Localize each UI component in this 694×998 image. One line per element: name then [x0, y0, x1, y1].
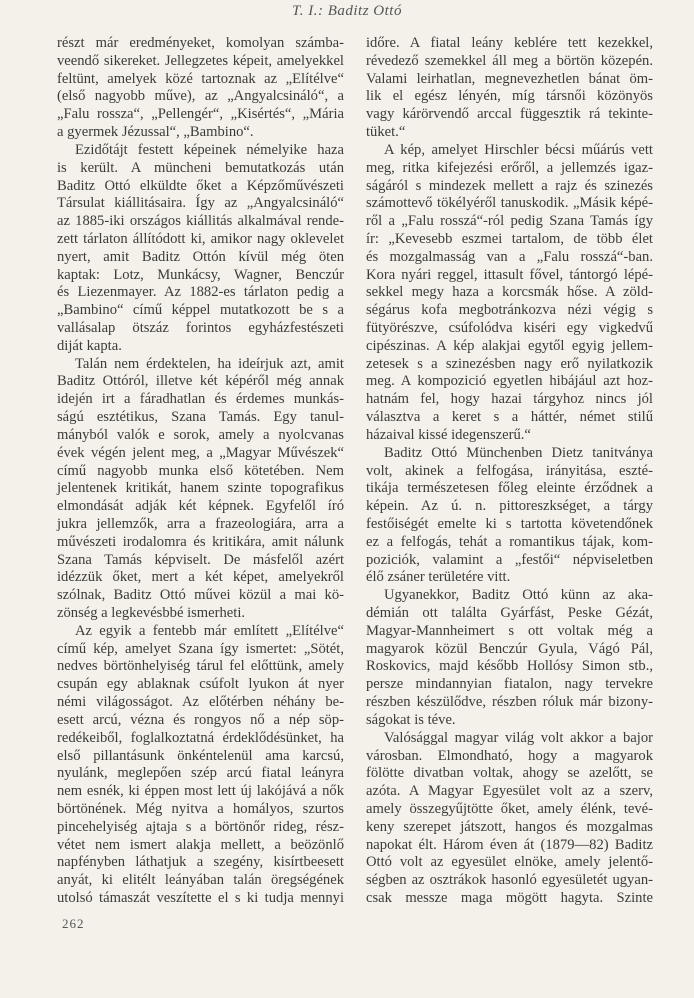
text-line: első pillantásunk önkéntelenül ama karcsú, [57, 747, 344, 764]
text-line: persze mindannyian fiatalon, nagy tervekre [366, 676, 653, 693]
paragraph [366, 730, 653, 908]
text-line: Valami leirhatlan, megnevezhetlen bánat öm- [366, 70, 653, 87]
text-line: Az egyik a fentebb már említett „Elítélve“ [75, 622, 344, 639]
text-line: nedves börtönhelyiség tárul fel előttünk, amely [57, 658, 344, 675]
text-line: volt, akinek a felfogása, irányitása, eszté- [366, 462, 653, 479]
text-line: csupán egy ablaknak csúfolt lyukon át nyer [57, 676, 344, 693]
text-line: Talán nem érdektelen, ha ideírjuk azt, amit [75, 355, 344, 372]
text-line: nyert, amit Baditz Ottón kívül még öten [57, 248, 344, 265]
text-line: napokat élt. Három éven át (1879—82) Baditz [366, 836, 653, 853]
text-line: magyarok közül Benczúr Gyula, Vágó Pál, [366, 640, 653, 657]
text-line: kaptak: Lotz, Munkácsy, Wagner, Benczúr [57, 266, 344, 283]
text-line: városban. Elmondható, hogy a magyarok [366, 747, 653, 764]
text-line: révedező szemekkel áll meg a börtön közepén. [366, 52, 653, 69]
text-line: választva a keret s a háttér, német stilű [366, 409, 653, 426]
text-line: hatnám fel, hogy hazai tárgyhoz nincs jól [366, 391, 653, 408]
paragraph [57, 356, 344, 623]
text-line: ről a „Falu rosszá“-ról pedig Szana Tamás így [366, 213, 653, 230]
text-line: ségben az osztrákok hasonló egyesületét ugyan- [366, 872, 653, 889]
text-line: Valósággal magyar világ volt akkor a bajor [384, 729, 653, 746]
text-line: képein. Az ú. n. pittoreszkséget, a tárgy [366, 498, 653, 515]
text-line: nyulánk, meglepően szép arcú fiatal leányra [57, 765, 344, 782]
text-line: meg. A kompozició egyetlen hibájául azt hoz- [366, 373, 653, 390]
paragraph [57, 623, 344, 908]
text-line: jukra jellemzők, arra a frazeologiára, arra a [57, 515, 344, 532]
text-line: házaival kissé idegenszerű.“ [366, 426, 531, 443]
text-line: nem esnék, ki éppen most lett új lakójává a nők [57, 783, 344, 800]
text-line: Magyar-Mannheimert s ott voltak még a [366, 622, 653, 639]
text-line: szólnak, Baditz Ottó művei közül a mai kö- [57, 587, 344, 604]
text-line: Ugyanekkor, Baditz Ottó künn az aka- [384, 587, 653, 604]
text-line: „Bambino“ című képpel mutatkozott be s a [57, 302, 344, 319]
paragraph [366, 142, 653, 445]
paragraph [366, 35, 653, 142]
left-column [57, 35, 344, 908]
text-line: lik el egész lényén, míg társnői közönyös [366, 88, 653, 105]
text-line: részben készülődve, részben róluk már bizony- [366, 694, 653, 711]
text-line: napfényben láthatjuk a szegény, kisírtbeesett [57, 854, 344, 871]
text-line: zett tárlaton állítódott ki, amikor nagy oklevelet [57, 230, 344, 247]
text-line: amely összegyűjtötte őket, amely élénk, tevé- [366, 800, 653, 817]
text-line: feltünt, amelyek közé tartoznak az „Elítélve“ [57, 70, 344, 87]
text-line: festőiségét emelte ki s tartotta követendőnek [366, 515, 653, 532]
right-column [366, 35, 653, 908]
text-line: és mozgalmasság van a „Falu rosszá“-ban. [366, 248, 653, 265]
text-line: azóta. A Magyar Egyesület volt az a szerv, [366, 783, 653, 800]
text-line: veendő sikereket. Jellegzetes képeit, amelyekkel [57, 52, 344, 69]
text-line: ságú esztétikus, Szana Tamás. Egy tanul- [57, 409, 344, 426]
text-line: redékeiből, foglalkoztatná érdeklődésünket, ha [57, 729, 344, 746]
text-line: „Falu rossza“, „Pellengér“, „Kisértés“, „Mária [57, 106, 344, 123]
text-line: ez a felfogás, tehát a romantikus tájak, kom- [366, 533, 653, 550]
text-line: Társulat kiállitásaira. Így az „Angyalcsináló“ [57, 195, 344, 212]
text-line: elmondását adják két képnek. Egyfelől író [57, 498, 344, 515]
text-line: vallásalap ötszáz forintos egyházfestészeti [57, 320, 344, 336]
text-line: ségárus kofa megbotránkozva nézi végig s [366, 302, 653, 319]
page-number: 262 [62, 916, 85, 931]
text-line: is került. A müncheni bemutatkozás után [57, 159, 344, 176]
text-line: számottevő tökélyéről tanuskodik. „Másik képé- [366, 195, 653, 212]
text-line: részt már eredményeket, komolyan számba- [57, 35, 344, 51]
text-line: Baditz Ottó Münchenben Dietz tanitványa [384, 444, 653, 461]
paragraph [57, 142, 344, 356]
text-line: idézzük őket, mert a két képet, amelyekről [57, 569, 344, 586]
paragraph [366, 445, 653, 588]
text-line: Ezidőtájt festett képeinek némelyike haza [75, 141, 344, 158]
text-line: Baditz Ottóról, illetve két képéről még annak [57, 373, 344, 390]
text-line: fütyörészve, csúfolódva kiséri egy vigkedvű [366, 320, 653, 336]
text-line: Kora nyári reggel, ittasult fővel, tántorgó lépé- [366, 266, 653, 283]
text-line: sekkel megy haza a korcsmák hőse. A zöld- [366, 284, 653, 301]
text-line: diját kapta. [57, 337, 122, 354]
text-line: tüket.“ [366, 124, 406, 141]
text-line: meg, ritka kifejezési erőről, a jellemzés igaz- [366, 159, 653, 176]
text-line: Szana Tamás képviselt. De másfelől azért [57, 551, 344, 568]
text-line: tikája természetesen főleg eleinte érződnek a [366, 480, 653, 497]
text-line: vétet nem ismert alakja mellett, a beözönlő [57, 836, 344, 853]
text-line: börtönének. Még nyitva a homályos, szurtos [57, 800, 344, 817]
text-line: (első nagyobb műve), az „Angyalcsináló“, a [57, 88, 344, 105]
text-line: időre. A fiatal leány keblére tett kezekkel, [366, 35, 653, 51]
text-line: ságokat is téve. [366, 711, 456, 728]
text-line: pincehelyiség ajtaja s a börtönőr rideg, rész- [57, 818, 344, 835]
text-line: cipészinas. A kép alakjai egytől egyig jellem- [366, 337, 653, 354]
text-line: poziciók, valamint a „festői“ népviseletben [366, 551, 653, 568]
text-line: Roskovics, majd később Hollósy Simon stb., [366, 658, 653, 675]
text-line: A kép, amelyet Hirschler bécsi műárús vett [384, 141, 653, 158]
text-line: utolsó támaszát veszítette el s ki tudja mennyi [57, 890, 344, 906]
text-line: című nagyobb munka első kötetében. Nem [57, 462, 344, 479]
text-line: idején irt a fáradhatlan és érdemes munkás- [57, 391, 344, 408]
text-line: évek végén jelent meg, a „Magyar Művészek“ [57, 444, 344, 461]
text-line: vagy kárörvendő arccal függesztik rá tekinte- [366, 106, 653, 123]
text-line: csak messze maga mögött hagyta. Szinte [366, 890, 653, 906]
text-line: keny szerepet játszott, hangos és mozgalmas [366, 818, 653, 835]
text-line: művészeti irodalomra és kritikára, amit nálunk [57, 533, 344, 550]
text-line: anyát, ki elitélt leányában talán öregségének [57, 872, 344, 889]
text-line: démián ott találta Gyárfást, Peske Gézát, [366, 605, 653, 621]
text-line: Baditz Ottó elküldte őket a Képzőművészeti [57, 177, 344, 194]
text-line: ír: „Kevesebb eszmei tartalom, de több élet [366, 230, 653, 247]
text-line: fölötte divatban voltak, ahogy se azelőtt, se [366, 765, 653, 782]
text-line: esett arcú, vézna és rongyos nő a nép söp- [57, 711, 344, 728]
text-line: ságáról s mindezek mellett a rajz és szinezés [366, 177, 653, 194]
text-line: némi világosságot. Az előtérben néhány be- [57, 694, 344, 711]
running-header: T. I.: Baditz Ottó [292, 3, 402, 19]
text-line: élő zsáner területére vitt. [366, 569, 511, 586]
text-line: zönség a legkevésbbé ismerheti. [57, 605, 246, 621]
text-line: jelentenek kritikát, hanem szinte topografikus [57, 480, 344, 497]
paragraph [366, 587, 653, 730]
text-line: a gyermek Jézussal“, „Bambino“. [57, 124, 254, 141]
text-line: zetesek s a szinezésben nagy erő nyilatkozik [366, 355, 653, 372]
text-line: című kép, amelyet Szana így ismertet: „Sötét, [57, 640, 344, 657]
text-line: és Liezenmayer. Az 1882-es tárlaton pedig a [57, 284, 344, 301]
paragraph [57, 35, 344, 142]
text-line: az 1885-iki országos kiállitás alkalmával rende- [57, 213, 344, 230]
text-line: mányból valók e sorok, amely a nyolcvanas [57, 426, 344, 443]
text-line: Ottó volt az egyesület elnöke, amely jelentő- [366, 854, 653, 871]
